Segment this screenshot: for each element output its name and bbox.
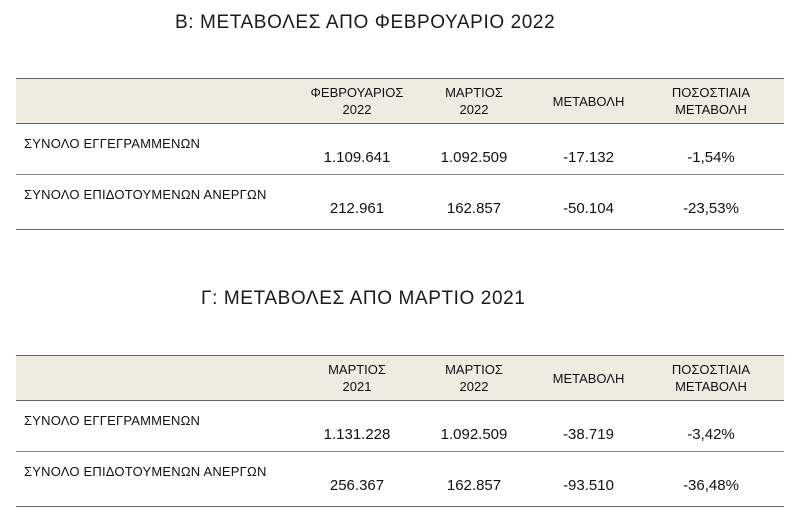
value-cell: 1.092.509 [440,426,508,443]
table-row [16,124,784,175]
row-label: ΣΥΝΟΛΟ ΕΠΙΔΟΤΟΥΜΕΝΩΝ ΑΝΕΡΓΩΝ [24,187,267,202]
section-title: Γ: ΜΕΤΑΒΟΛΕΣ ΑΠΟ ΜΑΡΤΙΟ 2021 [201,288,526,309]
header-cell: ΜΑΡΤΙΟΣ 2021 [328,362,386,394]
value-cell: -1,54% [687,149,735,166]
value-cell: 1.092.509 [440,149,508,166]
value-cell: 256.367 [329,477,385,494]
header-cell: ΜΕΤΑΒΟΛΗ [552,93,625,109]
value-cell: -17.132 [563,149,614,166]
value-cell: 1.109.641 [323,149,391,166]
section-title: Β: ΜΕΤΑΒΟΛΕΣ ΑΠΟ ΦΕΒΡΟΥΑΡΙΟ 2022 [175,12,556,33]
table-header [16,79,784,124]
value-cell: 162.857 [446,477,502,494]
value-cell: 1.131.228 [323,426,391,443]
header-cell: ΠΟΣΟΣΤΙΑΙΑ ΜΕΤΑΒΟΛΗ [671,362,751,394]
table-row [16,175,784,225]
value-cell: -3,42% [687,426,735,443]
value-cell: 212.961 [329,200,385,217]
header-cell: ΦΕΒΡΟΥΑΡΙΟΣ 2022 [310,85,404,117]
header-cell: ΜΑΡΤΙΟΣ 2022 [445,362,503,394]
header-cell: ΠΟΣΟΣΤΙΑΙΑ ΜΕΤΑΒΟΛΗ [671,85,751,117]
value-cell: -93.510 [563,477,614,494]
table-header [16,356,784,401]
table-row [16,452,784,502]
comparison-table [16,78,784,230]
value-cell: 162.857 [446,200,502,217]
table-row [16,401,784,452]
header-cell: ΜΕΤΑΒΟΛΗ [552,370,625,386]
header-cell: ΜΑΡΤΙΟΣ 2022 [445,85,503,117]
value-cell: -36,48% [683,477,739,494]
comparison-table [16,355,784,507]
value-cell: -50.104 [563,200,614,217]
row-label: ΣΥΝΟΛΟ ΕΠΙΔΟΤΟΥΜΕΝΩΝ ΑΝΕΡΓΩΝ [24,464,267,479]
row-label: ΣΥΝΟΛΟ ΕΓΓΕΓΡΑΜΜΕΝΩΝ [24,413,201,428]
row-label: ΣΥΝΟΛΟ ΕΓΓΕΓΡΑΜΜΕΝΩΝ [24,136,201,151]
value-cell: -23,53% [683,200,739,217]
value-cell: -38.719 [563,426,614,443]
